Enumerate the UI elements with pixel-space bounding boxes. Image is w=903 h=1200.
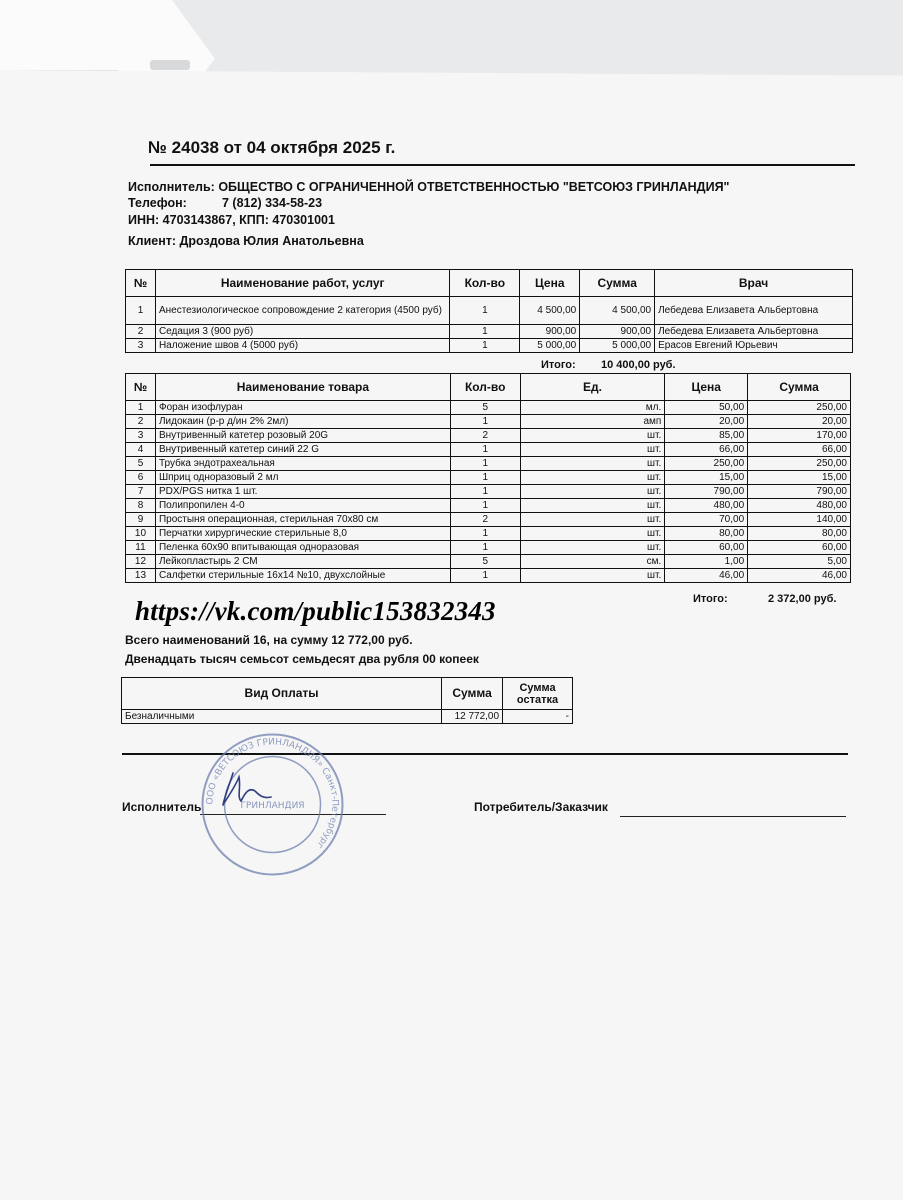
column-header: Вид Оплаты — [122, 678, 442, 710]
goods-qty: 1 — [450, 457, 520, 471]
column-header: Сумма — [748, 374, 851, 401]
goods-price: 480,00 — [665, 499, 748, 513]
goods-unit: шт. — [520, 499, 665, 513]
goods-price: 85,00 — [665, 429, 748, 443]
services-total-label: Итого: — [541, 359, 576, 371]
row-number: 9 — [126, 513, 156, 527]
goods-name: Внутривенный катетер розовый 20G — [155, 429, 450, 443]
summary-words-line: Двенадцать тысяч семьсот семьдесят два рубля 00 копеек — [125, 652, 479, 666]
goods-total-label: Итого: — [693, 593, 728, 605]
goods-name: Шприц одноразовый 2 мл — [155, 471, 450, 485]
goods-price: 70,00 — [665, 513, 748, 527]
service-doctor: Лебедева Елизавета Альбертовна — [655, 325, 853, 339]
executor-info: Исполнитель: ОБЩЕСТВО С ОГРАНИЧЕННОЙ ОТВЕТСТВЕННОСТЬЮ "ВЕТСОЮЗ ГРИНЛАНДИЯ" — [128, 180, 730, 194]
row-number: 3 — [126, 429, 156, 443]
row-number: 3 — [126, 339, 156, 353]
goods-sum: 60,00 — [748, 541, 851, 555]
goods-unit: шт. — [520, 569, 665, 583]
goods-qty: 2 — [450, 429, 520, 443]
column-header: Сумма — [442, 678, 503, 710]
goods-name: Лидокаин (р-р д/ин 2% 2мл) — [155, 415, 450, 429]
table-row — [126, 297, 853, 325]
row-number: 2 — [126, 415, 156, 429]
service-price: 900,00 — [520, 325, 580, 339]
goods-qty: 1 — [450, 541, 520, 555]
table-row — [126, 443, 851, 457]
goods-qty: 5 — [450, 401, 520, 415]
table-row — [126, 485, 851, 499]
row-number: 7 — [126, 485, 156, 499]
table-row — [126, 527, 851, 541]
executor-signature-label: Исполнитель — [122, 800, 202, 814]
service-doctor: Лебедева Елизавета Альбертовна — [655, 297, 853, 325]
goods-name: Внутривенный катетер синий 22 G — [155, 443, 450, 457]
goods-price: 20,00 — [665, 415, 748, 429]
column-header: Наименование товара — [155, 374, 450, 401]
table-row — [126, 457, 851, 471]
goods-name: Пеленка 60х90 впитывающая одноразовая — [155, 541, 450, 555]
row-number: 13 — [126, 569, 156, 583]
table-row — [126, 555, 851, 569]
watermark-link: https://vk.com/public153832343 — [135, 596, 496, 626]
goods-unit: амп — [520, 415, 665, 429]
payment-type: Безналичными — [122, 710, 442, 724]
service-sum: 5 000,00 — [580, 339, 655, 353]
goods-name: Полипропилен 4-0 — [155, 499, 450, 513]
goods-sum: 790,00 — [748, 485, 851, 499]
column-header: Наименование работ, услуг — [155, 270, 449, 297]
service-sum: 4 500,00 — [580, 297, 655, 325]
service-qty: 1 — [450, 297, 520, 325]
table-row — [126, 415, 851, 429]
goods-price: 46,00 — [665, 569, 748, 583]
goods-name: Трубка эндотрахеальная — [155, 457, 450, 471]
goods-sum: 66,00 — [748, 443, 851, 457]
phone-label: Телефон: — [128, 196, 187, 210]
goods-price: 80,00 — [665, 527, 748, 541]
column-header: Цена — [665, 374, 748, 401]
row-number: 8 — [126, 499, 156, 513]
goods-qty: 5 — [450, 555, 520, 569]
goods-qty: 1 — [450, 527, 520, 541]
payment-table — [121, 677, 573, 724]
goods-table — [125, 373, 851, 583]
goods-price: 60,00 — [665, 541, 748, 555]
service-price: 4 500,00 — [520, 297, 580, 325]
goods-sum: 250,00 — [748, 457, 851, 471]
services-table — [125, 269, 853, 353]
column-header: Цена — [520, 270, 580, 297]
column-header: Ед. — [520, 374, 665, 401]
consumer-signature-label: Потребитель/Заказчик — [474, 800, 608, 814]
goods-sum: 5,00 — [748, 555, 851, 569]
goods-qty: 1 — [450, 569, 520, 583]
service-qty: 1 — [450, 339, 520, 353]
goods-name: Простыня операционная, стерильная 70х80 см — [155, 513, 450, 527]
goods-price: 15,00 — [665, 471, 748, 485]
title-divider — [150, 164, 855, 166]
payment-rest: - — [503, 710, 573, 724]
goods-name: Форан изофлуран — [155, 401, 450, 415]
service-name: Анестезиологическое сопровождение 2 категория (4500 руб) — [155, 297, 449, 325]
goods-name: Салфетки стерильные 16х14 №10, двухслойные — [155, 569, 450, 583]
consumer-signature-line — [620, 816, 846, 817]
row-number: 4 — [126, 443, 156, 457]
goods-sum: 46,00 — [748, 569, 851, 583]
row-number: 11 — [126, 541, 156, 555]
goods-body — [126, 401, 851, 583]
row-number: 1 — [126, 401, 156, 415]
table-row — [126, 325, 853, 339]
table-row — [126, 339, 853, 353]
goods-unit: шт. — [520, 457, 665, 471]
goods-unit: шт. — [520, 485, 665, 499]
goods-unit: шт. — [520, 541, 665, 555]
table-row — [126, 499, 851, 513]
handwritten-signature — [215, 765, 275, 810]
phone-value: 7 (812) 334-58-23 — [222, 196, 323, 210]
service-price: 5 000,00 — [520, 339, 580, 353]
goods-price: 50,00 — [665, 401, 748, 415]
column-header: Кол-во — [450, 374, 520, 401]
goods-sum: 480,00 — [748, 499, 851, 513]
goods-unit: мл. — [520, 401, 665, 415]
invoice-title: № 24038 от 04 октября 2025 г. — [148, 138, 396, 157]
goods-name: Лейкопластырь 2 СМ — [155, 555, 450, 569]
goods-qty: 1 — [450, 499, 520, 513]
goods-unit: шт. — [520, 443, 665, 457]
goods-header-row — [126, 374, 851, 401]
goods-unit: шт. — [520, 429, 665, 443]
services-total-value: 10 400,00 руб. — [601, 359, 676, 371]
payment-sum: 12 772,00 — [442, 710, 503, 724]
column-header: Сумма — [580, 270, 655, 297]
service-name: Наложение швов 4 (5000 руб) — [155, 339, 449, 353]
goods-price: 1,00 — [665, 555, 748, 569]
goods-price: 66,00 — [665, 443, 748, 457]
goods-sum: 250,00 — [748, 401, 851, 415]
goods-qty: 1 — [450, 443, 520, 457]
goods-name: Перчатки хирургические стерильные 8,0 — [155, 527, 450, 541]
goods-qty: 2 — [450, 513, 520, 527]
goods-sum: 170,00 — [748, 429, 851, 443]
service-doctor: Ерасов Евгений Юрьевич — [655, 339, 853, 353]
svg-text:ООО «ВЕТСОЮЗ ГРИНЛАНДИЯ» Санкт: ООО «ВЕТСОЮЗ ГРИНЛАНДИЯ» Санкт-Петербург — [205, 737, 340, 851]
column-header: Сумма остатка — [503, 678, 573, 710]
row-number: 6 — [126, 471, 156, 485]
table-row — [122, 710, 573, 724]
goods-qty: 1 — [450, 415, 520, 429]
row-number: 2 — [126, 325, 156, 339]
goods-unit: шт. — [520, 513, 665, 527]
service-sum: 900,00 — [580, 325, 655, 339]
column-header: № — [126, 270, 156, 297]
goods-price: 250,00 — [665, 457, 748, 471]
table-row — [126, 513, 851, 527]
goods-qty: 1 — [450, 485, 520, 499]
inn-info: ИНН: 4703143867, КПП: 470301001 — [128, 213, 335, 227]
client-info: Клиент: Дроздова Юлия Анатольевна — [128, 234, 364, 248]
goods-sum: 20,00 — [748, 415, 851, 429]
goods-unit: шт. — [520, 471, 665, 485]
goods-sum: 15,00 — [748, 471, 851, 485]
row-number: 12 — [126, 555, 156, 569]
goods-unit: шт. — [520, 527, 665, 541]
summary-count-line: Всего наименований 16, на сумму 12 772,00 руб. — [125, 633, 413, 647]
goods-qty: 1 — [450, 471, 520, 485]
row-number: 10 — [126, 527, 156, 541]
service-qty: 1 — [450, 325, 520, 339]
column-header: Кол-во — [450, 270, 520, 297]
column-header: Врач — [655, 270, 853, 297]
column-header: № — [126, 374, 156, 401]
services-header-row — [126, 270, 853, 297]
table-row — [126, 429, 851, 443]
payment-header-row — [122, 678, 573, 710]
row-number: 5 — [126, 457, 156, 471]
goods-name: PDX/PGS нитка 1 шт. — [155, 485, 450, 499]
service-name: Седация 3 (900 руб) — [155, 325, 449, 339]
table-row — [126, 471, 851, 485]
goods-total-value: 2 372,00 руб. — [768, 593, 837, 605]
table-row — [126, 541, 851, 555]
goods-price: 790,00 — [665, 485, 748, 499]
goods-unit: см. — [520, 555, 665, 569]
table-row — [126, 401, 851, 415]
table-row — [126, 569, 851, 583]
goods-sum: 140,00 — [748, 513, 851, 527]
row-number: 1 — [126, 297, 156, 325]
goods-sum: 80,00 — [748, 527, 851, 541]
svg-text:ГРИНЛАНДИЯ: ГРИНЛАНДИЯ — [240, 801, 305, 811]
